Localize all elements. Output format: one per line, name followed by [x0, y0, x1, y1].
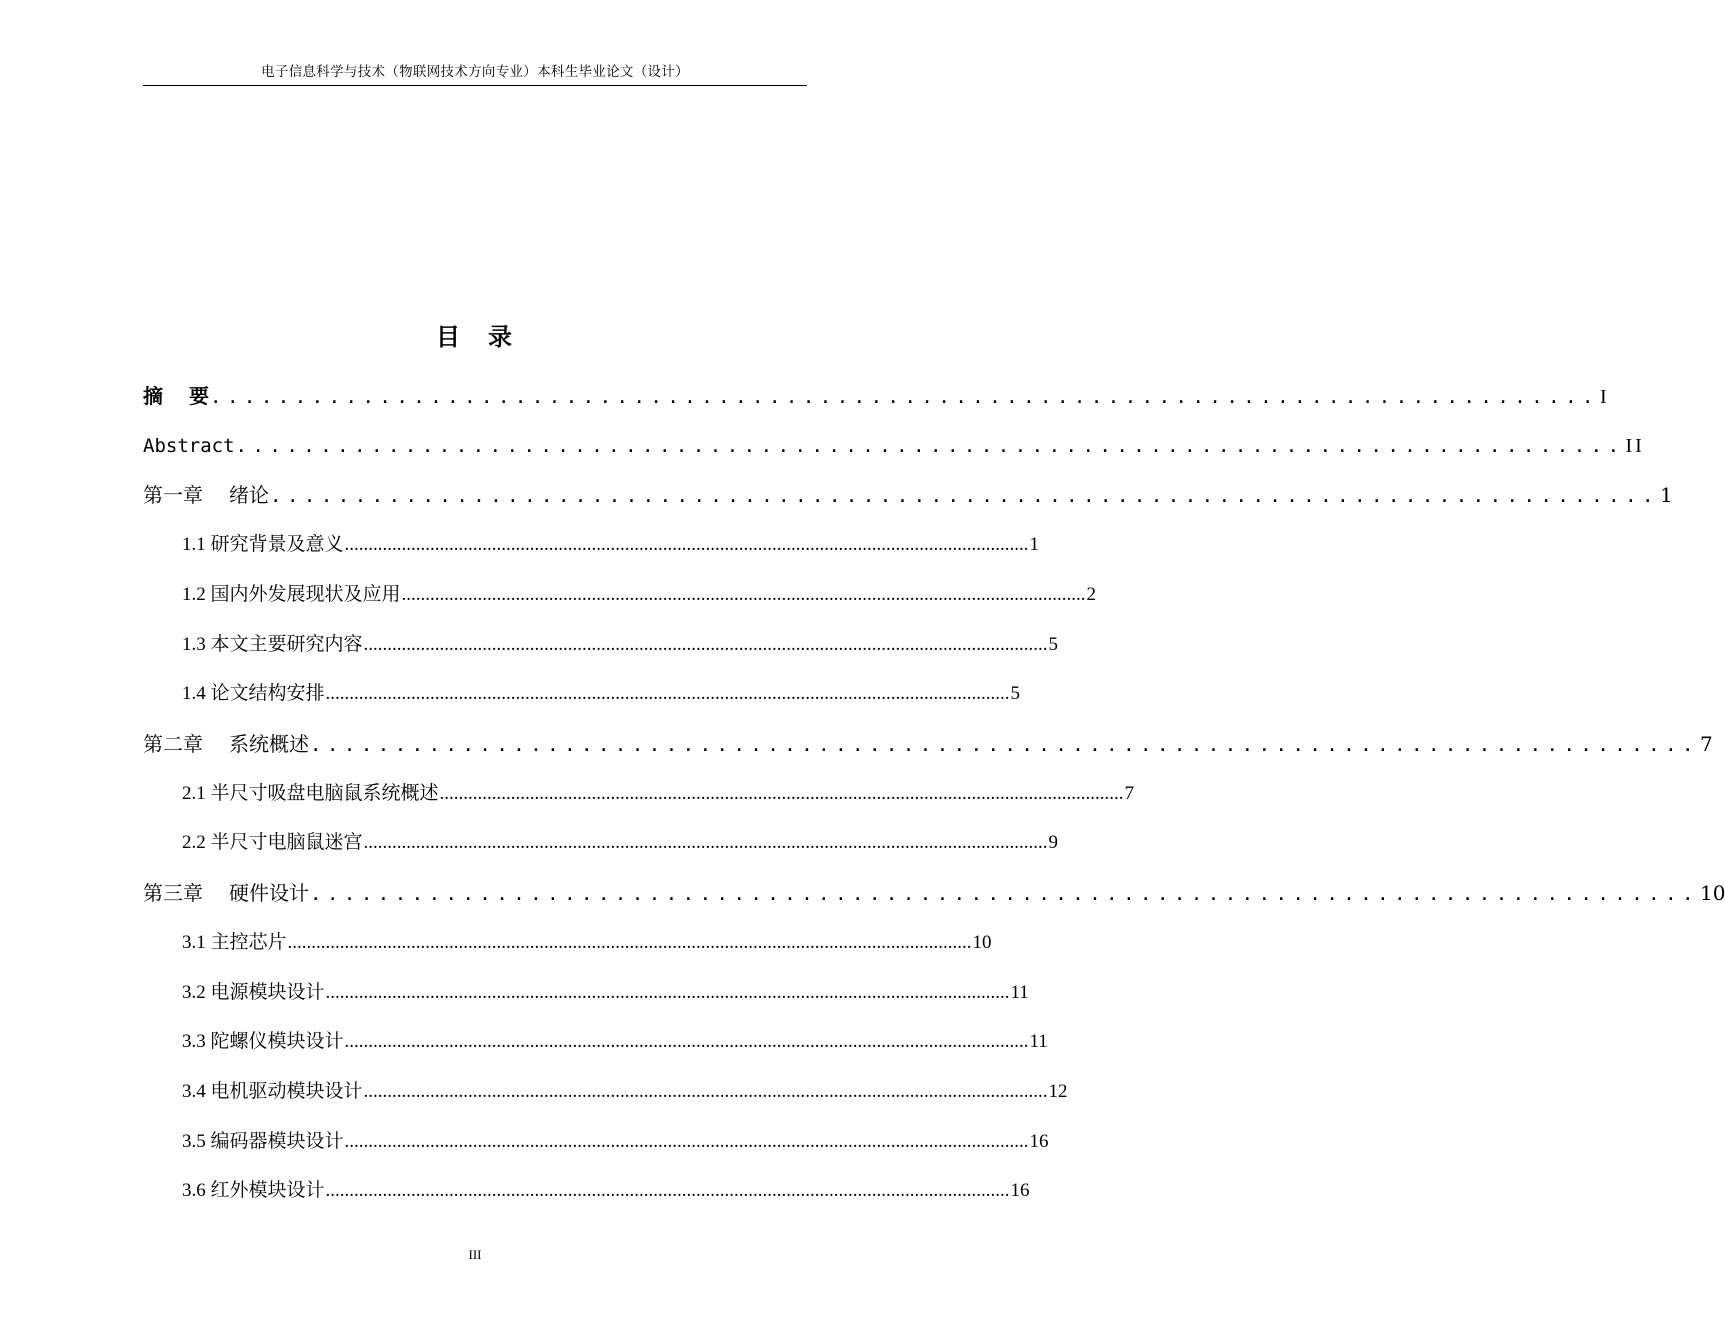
toc-dot-leader: ................................................................................................................................................	[439, 783, 1124, 804]
toc-entry-page: 1	[1660, 483, 1673, 507]
toc-dot-leader: ................................................................................................................................................	[363, 1081, 1048, 1102]
toc-entry-page: 7	[1700, 732, 1713, 756]
toc-entry-label: 1.1 研究背景及意义	[182, 534, 344, 555]
toc-entry-section-3-2[interactable]	[182, 978, 1029, 1008]
toc-entry-page: 2	[1086, 584, 1097, 605]
toc-dot-leader: ................................................................................................................................................	[401, 584, 1086, 605]
toc-entry-page: 7	[1124, 783, 1135, 804]
toc-entry-page: 1	[1029, 534, 1040, 555]
toc-entry-page: 5	[1048, 634, 1059, 655]
toc-entry-page: 5	[1010, 683, 1021, 704]
toc-entry-page: 16	[1029, 1131, 1049, 1152]
toc-entry-label: 3.3 陀螺仪模块设计	[182, 1031, 344, 1052]
toc-entry-chapter-1[interactable]	[143, 480, 1673, 510]
toc-entry-label: 3.6 红外模块设计	[182, 1180, 325, 1201]
toc-entry-label: Abstract	[143, 435, 235, 457]
toc-entry-label: 2.2 半尺寸电脑鼠迷宫	[182, 832, 363, 853]
toc-entry-page: II	[1625, 435, 1645, 457]
toc-entry-chapter-2[interactable]	[143, 729, 1713, 759]
toc-entry-section-1-3[interactable]	[182, 630, 1059, 660]
toc-dot-leader: ................................................................................................................................................	[344, 534, 1029, 555]
toc-entry-section-3-1[interactable]	[182, 928, 992, 958]
toc-dot-leader: ..................................................................................	[270, 485, 1659, 507]
toc-entry-label: 第一章 绪论	[143, 483, 269, 507]
toc-dot-leader: ..................................................................................	[235, 435, 1625, 457]
running-header: 电子信息科学与技术（物联网技术方向专业）本科生毕业论文（设计）	[261, 64, 689, 80]
toc-title-part1: 目	[436, 322, 462, 351]
toc-entry-section-3-4[interactable]	[182, 1077, 1068, 1107]
toc-entry-abstract-en[interactable]	[143, 431, 1645, 461]
toc-dot-leader: ................................................................................................................................................	[325, 1180, 1010, 1201]
toc-entry-section-3-3[interactable]	[182, 1027, 1048, 1057]
toc-dot-leader: ..................................................................................	[310, 883, 1699, 905]
toc-entry-page: 12	[1048, 1081, 1068, 1102]
toc-entry-section-3-5[interactable]	[182, 1127, 1049, 1157]
toc-dot-leader: ................................................................................................................................................	[325, 982, 1010, 1003]
toc-entry-label: 第三章 硬件设计	[143, 881, 309, 905]
page-number: III	[468, 1247, 482, 1262]
toc-entry-section-1-4[interactable]	[182, 679, 1021, 709]
toc-dot-leader: ................................................................................................................................................	[363, 832, 1048, 853]
toc-title	[0, 320, 950, 354]
toc-entry-label: 第二章 系统概述	[143, 732, 309, 756]
toc-entry-page: 11	[1029, 1031, 1048, 1052]
toc-entry-section-1-1[interactable]	[182, 530, 1040, 560]
toc-dot-leader: ................................................................................................................................................	[363, 634, 1048, 655]
toc-entry-label: 3.2 电源模块设计	[182, 982, 325, 1003]
toc-entry-page: 10	[1700, 881, 1725, 905]
toc-entry-page: 11	[1010, 982, 1029, 1003]
toc-entry-label: 1.3 本文主要研究内容	[182, 634, 363, 655]
toc-dot-leader: ..................................................................................	[310, 734, 1699, 756]
toc-entry-section-2-2[interactable]	[182, 828, 1059, 858]
toc-entry-abstract-cn[interactable]	[143, 381, 1610, 411]
toc-dot-leader: ..................................................................................	[210, 386, 1599, 408]
toc-entry-page: 16	[1010, 1180, 1030, 1201]
toc-entry-label: 3.1 主控芯片	[182, 932, 287, 953]
toc-dot-leader: ................................................................................................................................................	[344, 1131, 1029, 1152]
toc-entry-label: 3.4 电机驱动模块设计	[182, 1081, 363, 1102]
header-rule	[143, 85, 807, 86]
toc-dot-leader: ................................................................................................................................................	[287, 932, 972, 953]
toc-entry-page: 10	[972, 932, 992, 953]
toc-entry-section-3-6[interactable]	[182, 1176, 1030, 1206]
toc-entry-label: 2.1 半尺寸吸盘电脑鼠系统概述	[182, 783, 439, 804]
toc-entry-label: 摘 要	[143, 384, 209, 408]
toc-dot-leader: ................................................................................................................................................	[344, 1031, 1029, 1052]
toc-title-part2: 录	[488, 322, 514, 351]
toc-entry-page: 9	[1048, 832, 1059, 853]
toc-entry-section-1-2[interactable]	[182, 580, 1097, 610]
toc-entry-label: 3.5 编码器模块设计	[182, 1131, 344, 1152]
toc-entry-section-2-1[interactable]	[182, 779, 1135, 809]
toc-entry-chapter-3[interactable]	[143, 878, 1725, 908]
toc-entry-label: 1.4 论文结构安排	[182, 683, 325, 704]
toc-entry-label: 1.2 国内外发展现状及应用	[182, 584, 401, 605]
toc-entry-page: I	[1600, 386, 1610, 408]
toc-dot-leader: ................................................................................................................................................	[325, 683, 1010, 704]
